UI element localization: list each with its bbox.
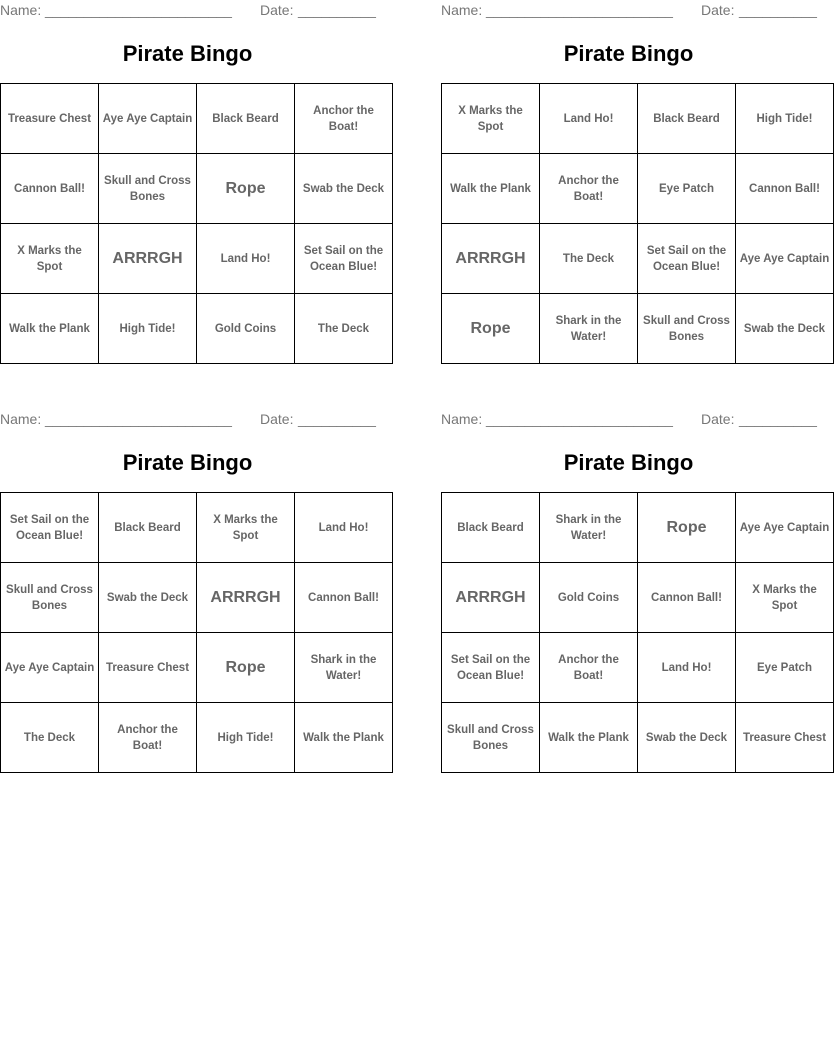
bingo-cell: Cannon Ball! xyxy=(295,563,393,633)
bingo-cell: Skull and Cross Bones xyxy=(442,703,540,773)
bingo-cell: Land Ho! xyxy=(295,493,393,563)
name-label: Name: xyxy=(0,411,42,427)
bingo-cell: X Marks the Spot xyxy=(442,84,540,154)
bingo-cell: Walk the Plank xyxy=(1,294,99,364)
bingo-cell: Black Beard xyxy=(638,84,736,154)
date-field: __________ xyxy=(298,2,376,18)
grid-row xyxy=(1,294,393,364)
card-title: Pirate Bingo xyxy=(563,41,694,66)
bingo-cell: Walk the Plank xyxy=(540,703,638,773)
bingo-cell: Swab the Deck xyxy=(638,703,736,773)
grid-row xyxy=(442,633,834,703)
card-title: Pirate Bingo xyxy=(563,450,694,475)
bingo-cell: Anchor the Boat! xyxy=(99,703,197,773)
bingo-cell: X Marks the Spot xyxy=(197,493,295,563)
bingo-cell: Aye Aye Captain xyxy=(1,633,99,703)
name-field: ________________________ xyxy=(45,2,232,18)
card-header xyxy=(0,2,375,20)
bingo-grid xyxy=(441,492,834,773)
bingo-cell: Skull and Cross Bones xyxy=(99,154,197,224)
grid-row xyxy=(1,703,393,773)
bingo-cell: Skull and Cross Bones xyxy=(1,563,99,633)
name-field: ________________________ xyxy=(486,411,673,427)
bingo-cell: X Marks the Spot xyxy=(736,563,834,633)
bingo-cell: Swab the Deck xyxy=(295,154,393,224)
grid-row xyxy=(1,493,393,563)
bingo-cell: Swab the Deck xyxy=(736,294,834,364)
bingo-cell: Anchor the Boat! xyxy=(295,84,393,154)
name-label: Name: xyxy=(441,2,483,18)
bingo-cell: ARRRGH xyxy=(197,563,295,633)
bingo-cell: High Tide! xyxy=(197,703,295,773)
bingo-cell: Rope xyxy=(442,294,540,364)
bingo-cell: Eye Patch xyxy=(638,154,736,224)
bingo-grid xyxy=(0,492,393,773)
bingo-cell: Black Beard xyxy=(197,84,295,154)
date-label: Date: xyxy=(260,2,294,18)
bingo-cell: Swab the Deck xyxy=(99,563,197,633)
bingo-cell: Rope xyxy=(197,154,295,224)
bingo-cell: Cannon Ball! xyxy=(1,154,99,224)
name-field: ________________________ xyxy=(45,411,232,427)
bingo-grid xyxy=(441,83,834,364)
name-label: Name: xyxy=(441,411,483,427)
bingo-cell: X Marks the Spot xyxy=(1,224,99,294)
date-label: Date: xyxy=(701,2,735,18)
bingo-cell: High Tide! xyxy=(736,84,834,154)
bingo-cell: Cannon Ball! xyxy=(736,154,834,224)
bingo-cell: High Tide! xyxy=(99,294,197,364)
grid-row xyxy=(442,154,834,224)
bingo-cell: Shark in the Water! xyxy=(540,294,638,364)
bingo-cell: ARRRGH xyxy=(442,224,540,294)
grid-row xyxy=(442,294,834,364)
bingo-cell: Set Sail on the Ocean Blue! xyxy=(1,493,99,563)
bingo-cell: ARRRGH xyxy=(442,563,540,633)
card-title: Pirate Bingo xyxy=(122,450,253,475)
bingo-cell: Rope xyxy=(638,493,736,563)
grid-row xyxy=(1,633,393,703)
bingo-cell: Walk the Plank xyxy=(295,703,393,773)
bingo-cell: Anchor the Boat! xyxy=(540,633,638,703)
bingo-cell: Set Sail on the Ocean Blue! xyxy=(295,224,393,294)
bingo-cell: Gold Coins xyxy=(540,563,638,633)
grid-row xyxy=(1,224,393,294)
bingo-cell: Cannon Ball! xyxy=(638,563,736,633)
bingo-cell: The Deck xyxy=(295,294,393,364)
grid-row xyxy=(1,84,393,154)
bingo-card-4 xyxy=(441,409,830,789)
card-header xyxy=(0,411,375,429)
date-field: __________ xyxy=(739,2,817,18)
grid-row xyxy=(442,703,834,773)
bingo-cell: ARRRGH xyxy=(99,224,197,294)
bingo-cell: Shark in the Water! xyxy=(540,493,638,563)
bingo-cell: Aye Aye Captain xyxy=(736,224,834,294)
grid-row xyxy=(442,563,834,633)
date-label: Date: xyxy=(701,411,735,427)
bingo-cell: Gold Coins xyxy=(197,294,295,364)
bingo-cell: Land Ho! xyxy=(638,633,736,703)
bingo-cell: Rope xyxy=(197,633,295,703)
grid-row xyxy=(442,493,834,563)
bingo-cell: Black Beard xyxy=(442,493,540,563)
card-header xyxy=(441,2,816,20)
bingo-cell: Eye Patch xyxy=(736,633,834,703)
bingo-cell: Land Ho! xyxy=(540,84,638,154)
bingo-cell: Land Ho! xyxy=(197,224,295,294)
name-label: Name: xyxy=(0,2,42,18)
card-header xyxy=(441,411,816,429)
bingo-cell: Aye Aye Captain xyxy=(99,84,197,154)
bingo-cell: Anchor the Boat! xyxy=(540,154,638,224)
bingo-cell: The Deck xyxy=(540,224,638,294)
grid-row xyxy=(442,84,834,154)
date-label: Date: xyxy=(260,411,294,427)
grid-row xyxy=(1,563,393,633)
bingo-card-2 xyxy=(441,0,830,380)
bingo-cell: Treasure Chest xyxy=(736,703,834,773)
bingo-cell: Black Beard xyxy=(99,493,197,563)
bingo-cell: Treasure Chest xyxy=(1,84,99,154)
grid-row xyxy=(442,224,834,294)
bingo-card-1 xyxy=(0,0,385,380)
bingo-cell: Treasure Chest xyxy=(99,633,197,703)
date-field: __________ xyxy=(298,411,376,427)
bingo-cell: Set Sail on the Ocean Blue! xyxy=(442,633,540,703)
bingo-grid xyxy=(0,83,393,364)
card-title: Pirate Bingo xyxy=(122,41,253,66)
bingo-cell: Shark in the Water! xyxy=(295,633,393,703)
bingo-cell: The Deck xyxy=(1,703,99,773)
bingo-cell: Aye Aye Captain xyxy=(736,493,834,563)
bingo-cell: Set Sail on the Ocean Blue! xyxy=(638,224,736,294)
bingo-card-3 xyxy=(0,409,384,789)
bingo-cell: Skull and Cross Bones xyxy=(638,294,736,364)
name-field: ________________________ xyxy=(486,2,673,18)
date-field: __________ xyxy=(739,411,817,427)
grid-row xyxy=(1,154,393,224)
bingo-cell: Walk the Plank xyxy=(442,154,540,224)
